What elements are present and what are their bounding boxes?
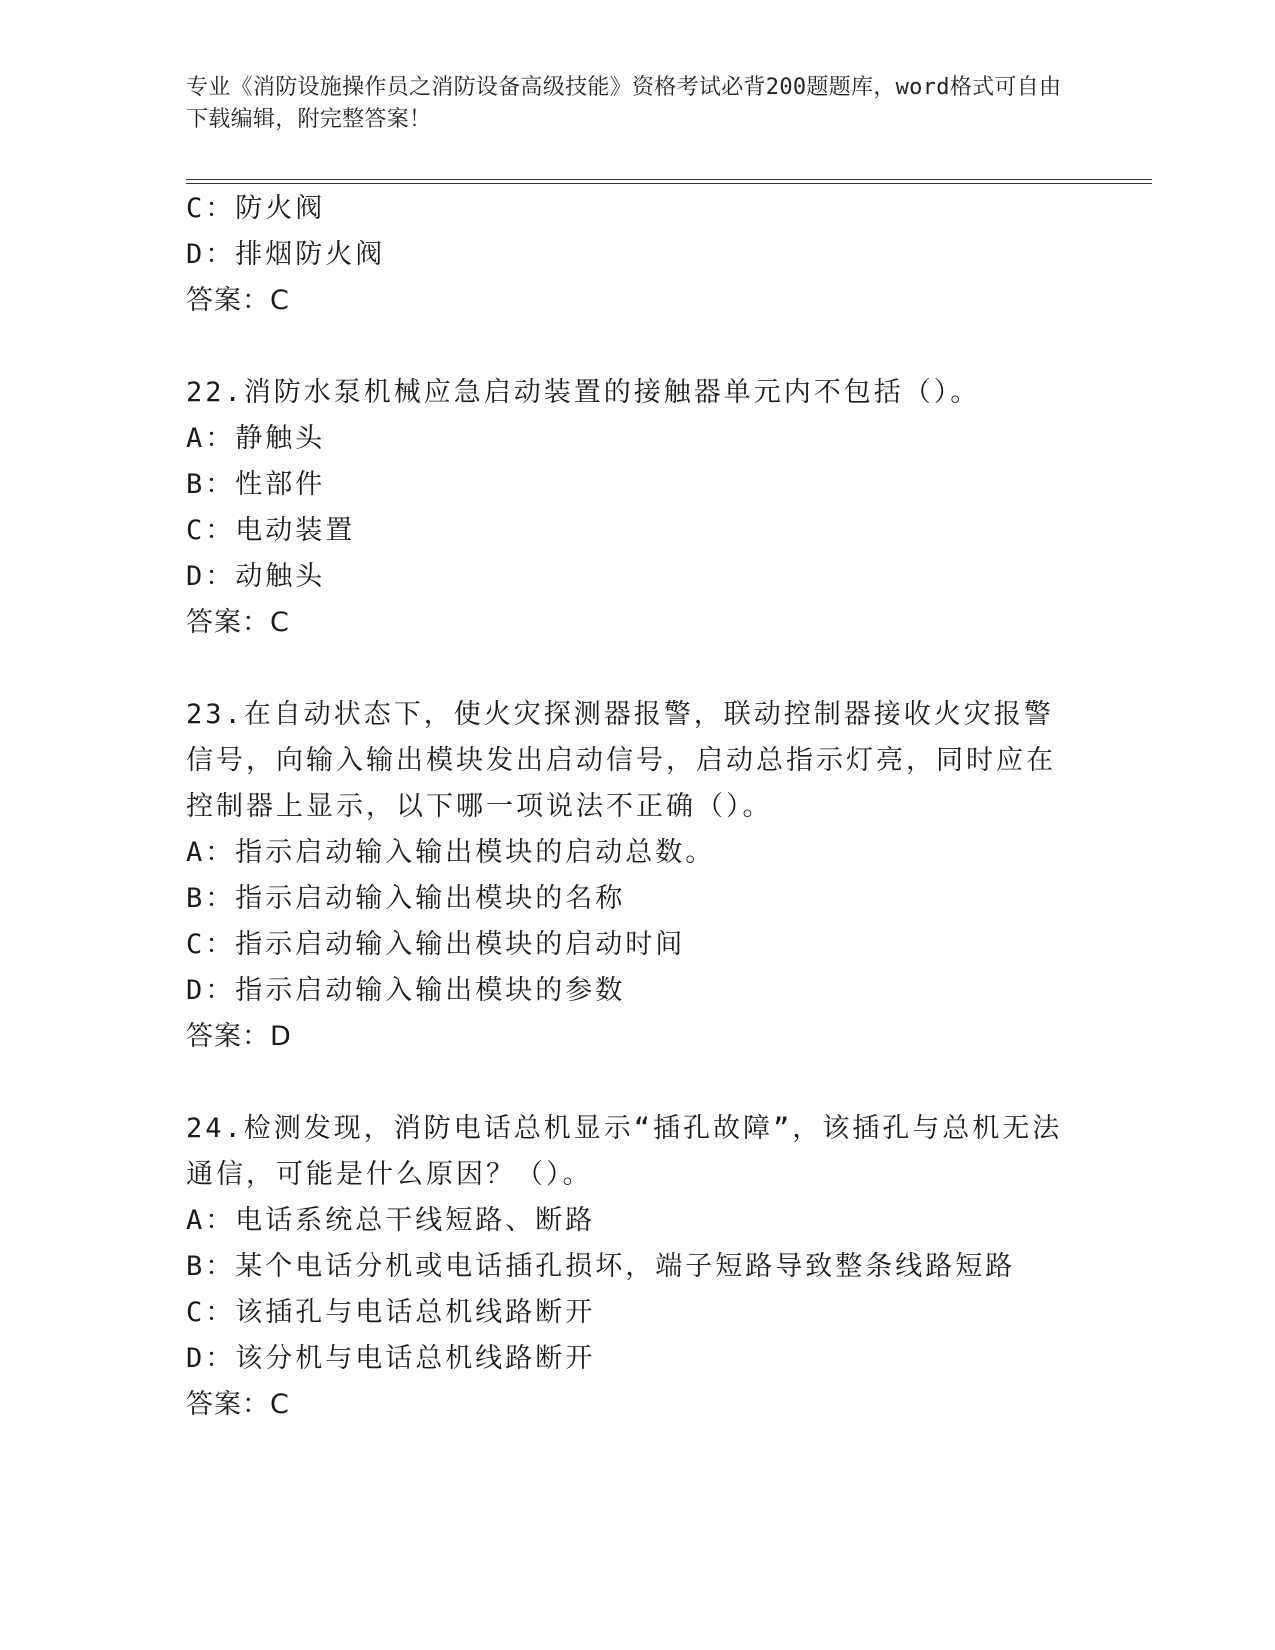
answer-line: 答案：D [186,1021,292,1052]
question-stem: 24.检测发现，消防电话总机显示“插孔故障”，该插孔与总机无法通信，可能是什么原因？（）。 [186,1113,1063,1190]
option-c: C：电动装置 [186,515,356,546]
fragment-question [186,186,1086,324]
answer-line: 答案：C [186,1389,290,1420]
option-a: A：电话系统总干线短路、断路 [186,1205,596,1236]
header-rule-bottom [186,183,1152,184]
question-stem: 22.消防水泵机械应急启动装置的接触器单元内不包括（）。 [186,377,981,408]
answer-line: 答案：C [186,607,290,638]
answer-line: 答案：C [186,285,290,316]
option-d: D：动触头 [186,561,326,592]
option-a: A：指示启动输入输出模块的启动总数。 [186,837,716,868]
document-body [186,186,1086,1428]
option-b: B：指示启动输入输出模块的名称 [186,883,626,914]
option-d: D：排烟防火阀 [186,239,386,270]
option-b: B：性部件 [186,469,326,500]
option-d: D：该分机与电话总机线路断开 [186,1343,596,1374]
document-header: 专业《消防设施操作员之消防设备高级技能》资格考试必背200题题库，word格式可自由下载编辑，附完整答案！ [186,75,1062,132]
option-d: D：指示启动输入输出模块的参数 [186,975,626,1006]
option-b: B：某个电话分机或电话插孔损坏，端子短路导致整条线路短路 [186,1251,1016,1282]
option-a: A：静触头 [186,423,326,454]
option-c: C：防火阀 [186,193,326,224]
option-c: C：该插孔与电话总机线路断开 [186,1297,596,1328]
question-24 [186,1106,1086,1428]
question-23 [186,692,1086,1060]
question-stem: 23.在自动状态下，使火灾探测器报警，联动控制器接收火灾报警信号，向输入输出模块发出启动信号，启动总指示灯亮，同时应在控制器上显示，以下哪一项说法不正确（）。 [186,699,1056,822]
header-rule-top [186,179,1152,180]
option-c: C：指示启动输入输出模块的启动时间 [186,929,686,960]
question-22 [186,370,1086,646]
